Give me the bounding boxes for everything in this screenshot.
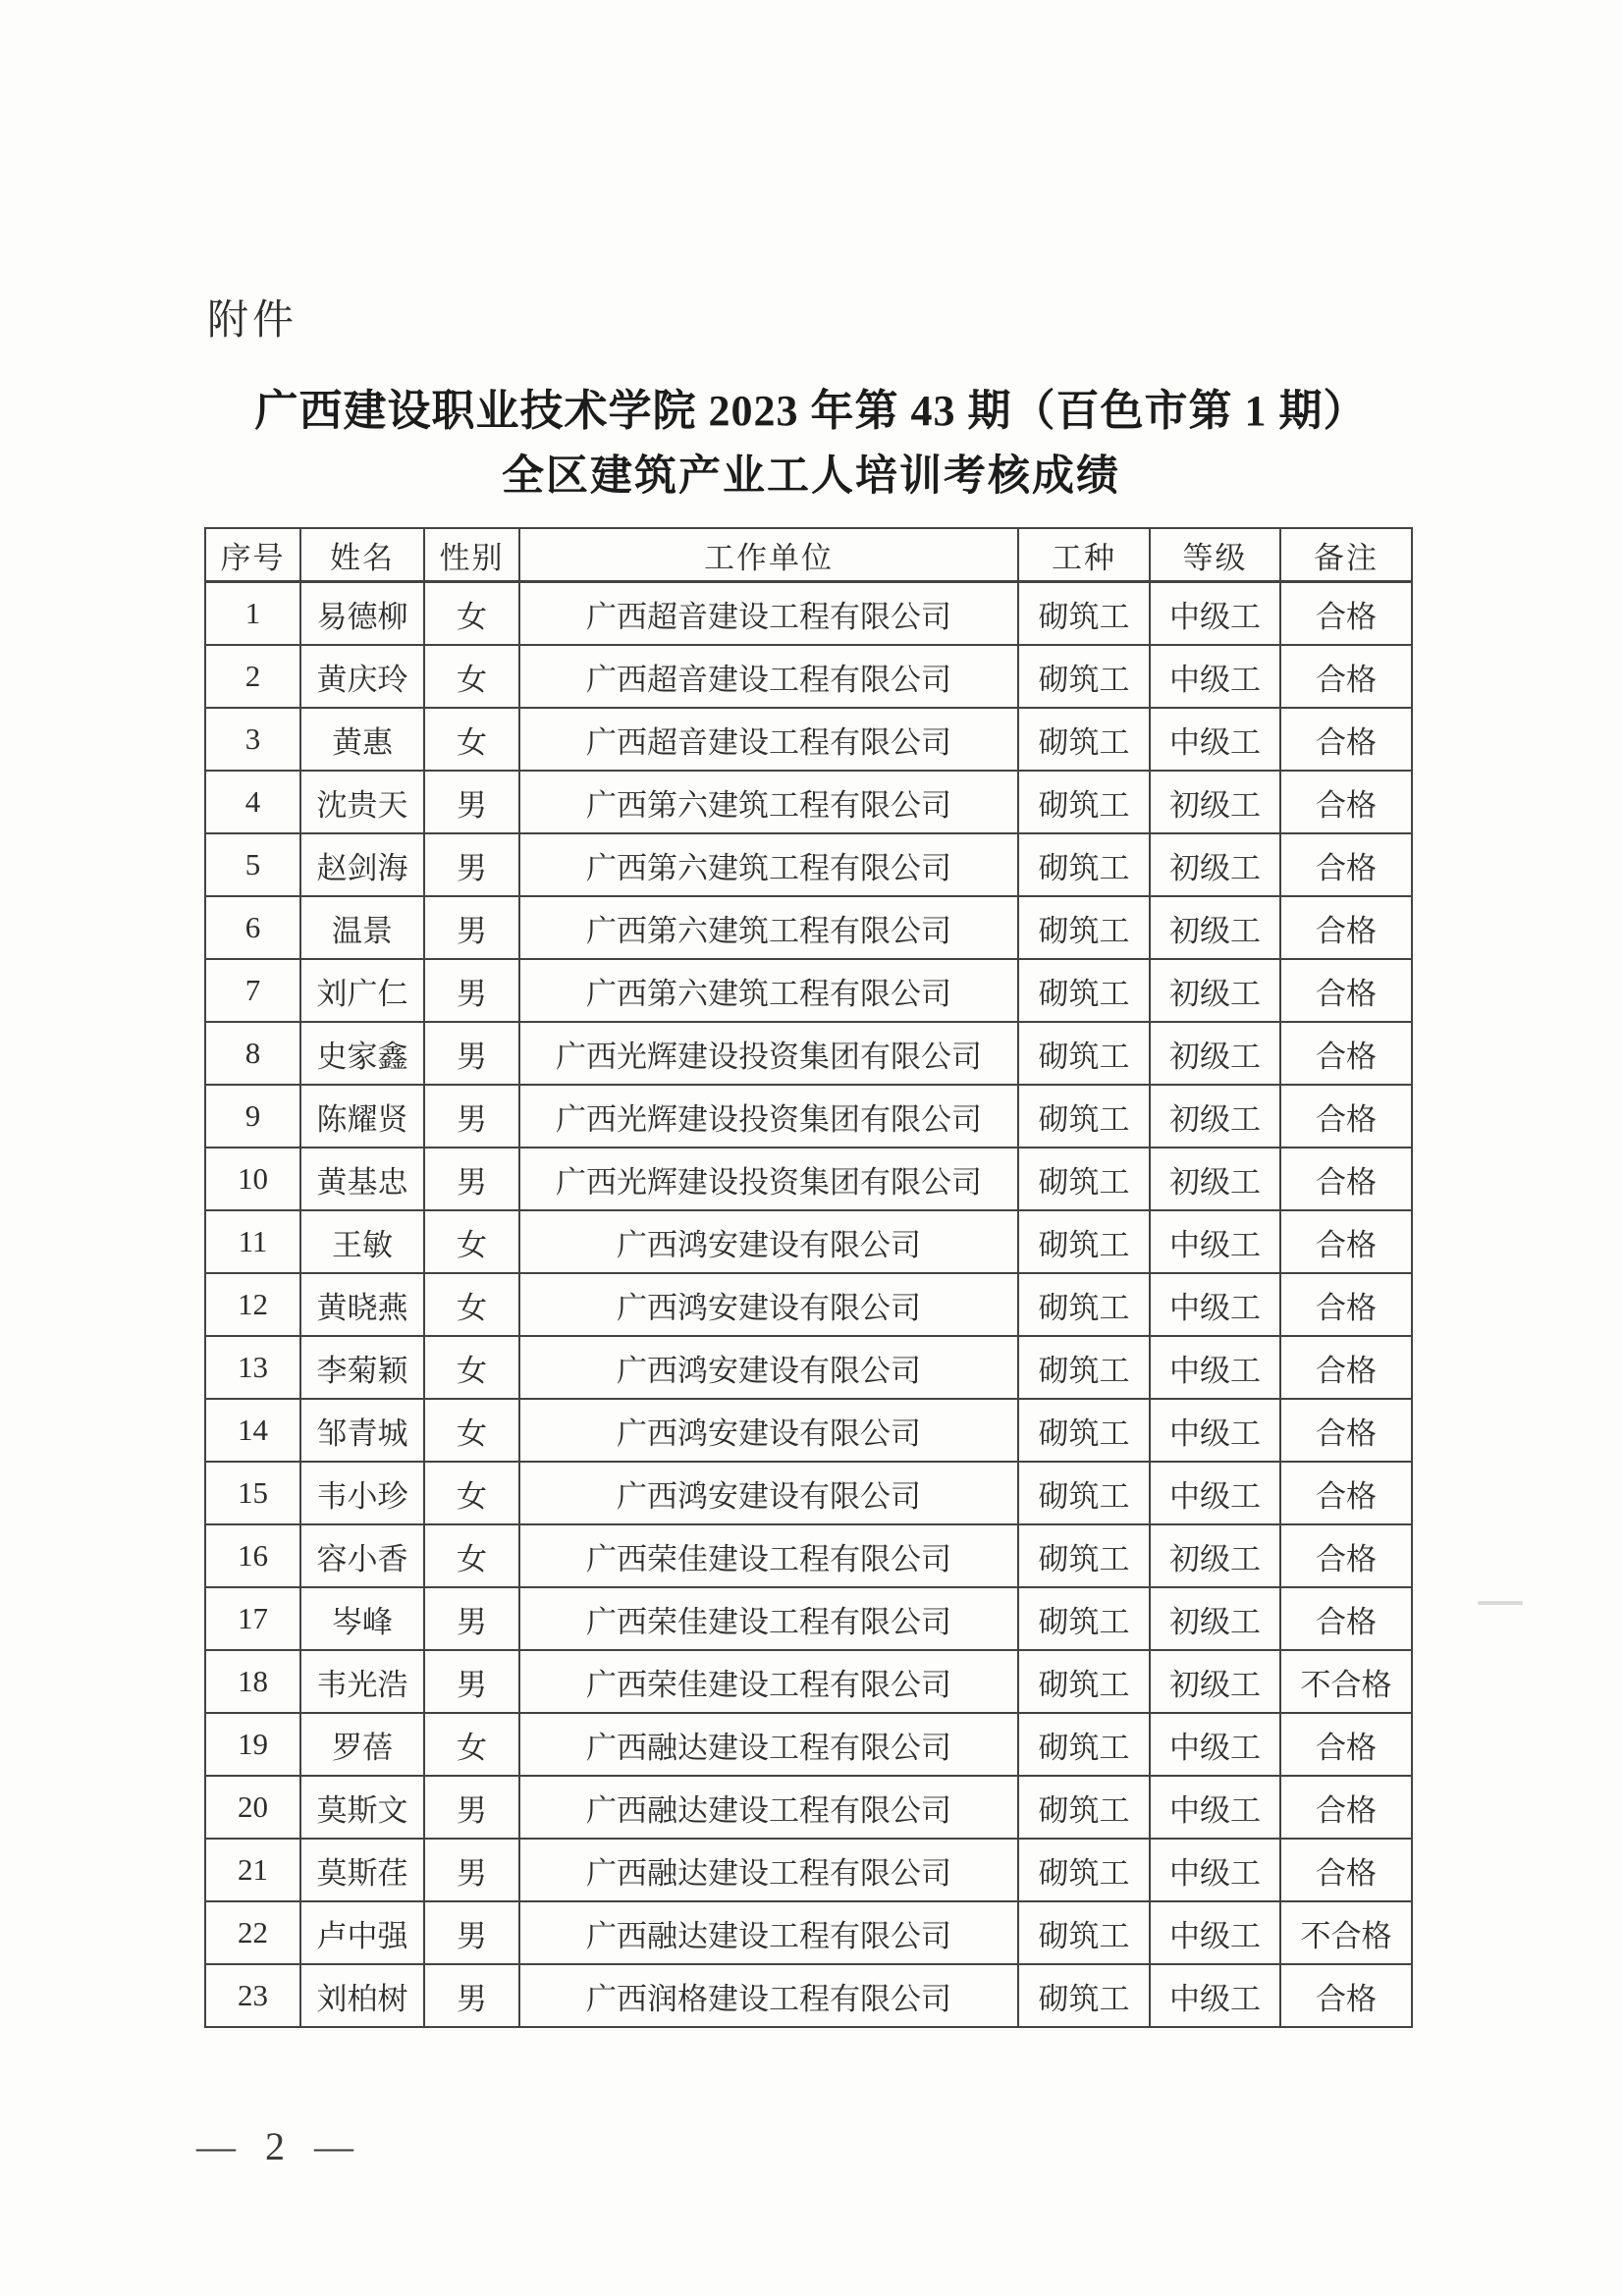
header-remark: 备注	[1280, 528, 1412, 582]
table-row	[205, 959, 1412, 1022]
grade-cell: 中级工	[1150, 1901, 1280, 1964]
serial-cell: 5	[205, 833, 300, 896]
name-cell: 罗蓓	[300, 1713, 424, 1776]
remark-cell: 合格	[1280, 1964, 1412, 2027]
table-row	[205, 645, 1412, 708]
table-row	[205, 1336, 1412, 1399]
company-cell: 广西鸿安建设有限公司	[519, 1336, 1018, 1399]
trade-cell: 砌筑工	[1018, 1462, 1150, 1524]
remark-cell: 合格	[1280, 708, 1412, 771]
remark-cell: 合格	[1280, 1022, 1412, 1085]
grade-cell: 中级工	[1150, 1776, 1280, 1839]
remark-cell: 合格	[1280, 1148, 1412, 1210]
serial-cell: 21	[205, 1839, 300, 1901]
remark-cell: 合格	[1280, 1273, 1412, 1336]
company-cell: 广西融达建设工程有限公司	[519, 1713, 1018, 1776]
gender-cell: 女	[424, 1462, 519, 1524]
title-line-2: 全区建筑产业工人培训考核成绩	[502, 454, 1120, 500]
trade-cell: 砌筑工	[1018, 645, 1150, 708]
grade-cell: 初级工	[1150, 959, 1280, 1022]
company-cell: 广西超音建设工程有限公司	[519, 708, 1018, 771]
trade-cell: 砌筑工	[1018, 1964, 1150, 2027]
trade-cell: 砌筑工	[1018, 896, 1150, 959]
company-cell: 广西第六建筑工程有限公司	[519, 771, 1018, 833]
company-cell: 广西鸿安建设有限公司	[519, 1399, 1018, 1462]
trade-cell: 砌筑工	[1018, 1085, 1150, 1148]
gender-cell: 男	[424, 1964, 519, 2027]
serial-cell: 8	[205, 1022, 300, 1085]
trade-cell: 砌筑工	[1018, 833, 1150, 896]
table-row	[205, 1022, 1412, 1085]
trade-cell: 砌筑工	[1018, 1524, 1150, 1587]
page-number: — 2 —	[196, 2124, 363, 2168]
company-cell: 广西润格建设工程有限公司	[519, 1964, 1018, 2027]
remark-cell: 不合格	[1280, 1650, 1412, 1713]
grade-cell: 中级工	[1150, 708, 1280, 771]
name-cell: 李菊颖	[300, 1336, 424, 1399]
table-row	[205, 1650, 1412, 1713]
attachment-label: 附件	[207, 298, 298, 344]
company-cell: 广西融达建设工程有限公司	[519, 1776, 1018, 1839]
table-row	[205, 1085, 1412, 1148]
gender-cell: 女	[424, 645, 519, 708]
name-cell: 莫斯荏	[300, 1839, 424, 1901]
serial-cell: 17	[205, 1587, 300, 1650]
gender-cell: 男	[424, 771, 519, 833]
company-cell: 广西荣佳建设工程有限公司	[519, 1524, 1018, 1587]
grade-cell: 初级工	[1150, 1650, 1280, 1713]
gender-cell: 男	[424, 1148, 519, 1210]
grade-cell: 初级工	[1150, 1524, 1280, 1587]
company-cell: 广西第六建筑工程有限公司	[519, 896, 1018, 959]
trade-cell: 砌筑工	[1018, 1650, 1150, 1713]
name-cell: 岑峰	[300, 1587, 424, 1650]
name-cell: 沈贵天	[300, 771, 424, 833]
trade-cell: 砌筑工	[1018, 582, 1150, 646]
gender-cell: 男	[424, 1022, 519, 1085]
gender-cell: 男	[424, 1085, 519, 1148]
company-cell: 广西荣佳建设工程有限公司	[519, 1650, 1018, 1713]
serial-cell: 18	[205, 1650, 300, 1713]
trade-cell: 砌筑工	[1018, 1273, 1150, 1336]
name-cell: 刘广仁	[300, 959, 424, 1022]
remark-cell: 合格	[1280, 1839, 1412, 1901]
header-serial: 序号	[205, 528, 300, 582]
name-cell: 黄惠	[300, 708, 424, 771]
table-row	[205, 1901, 1412, 1964]
company-cell: 广西荣佳建设工程有限公司	[519, 1587, 1018, 1650]
name-cell: 史家鑫	[300, 1022, 424, 1085]
gender-cell: 女	[424, 1524, 519, 1587]
serial-cell: 10	[205, 1148, 300, 1210]
name-cell: 容小香	[300, 1524, 424, 1587]
name-cell: 黄晓燕	[300, 1273, 424, 1336]
serial-cell: 23	[205, 1964, 300, 2027]
remark-cell: 合格	[1280, 1524, 1412, 1587]
trade-cell: 砌筑工	[1018, 1776, 1150, 1839]
serial-cell: 15	[205, 1462, 300, 1524]
trade-cell: 砌筑工	[1018, 1713, 1150, 1776]
grade-cell: 初级工	[1150, 1085, 1280, 1148]
company-cell: 广西超音建设工程有限公司	[519, 645, 1018, 708]
company-cell: 广西融达建设工程有限公司	[519, 1839, 1018, 1901]
remark-cell: 合格	[1280, 833, 1412, 896]
title-line-1: 广西建设职业技术学院 2023 年第 43 期（百色市第 1 期）	[254, 387, 1368, 435]
table-row	[205, 582, 1412, 646]
table-row	[205, 771, 1412, 833]
grade-cell: 中级工	[1150, 1210, 1280, 1273]
header-company: 工作单位	[519, 528, 1018, 582]
grade-cell: 中级工	[1150, 1336, 1280, 1399]
gender-cell: 女	[424, 1210, 519, 1273]
remark-cell: 合格	[1280, 1462, 1412, 1524]
grade-cell: 初级工	[1150, 1022, 1280, 1085]
grade-cell: 中级工	[1150, 1964, 1280, 2027]
gender-cell: 男	[424, 1587, 519, 1650]
remark-cell: 合格	[1280, 896, 1412, 959]
gender-cell: 男	[424, 1650, 519, 1713]
table-row	[205, 1462, 1412, 1524]
serial-cell: 14	[205, 1399, 300, 1462]
trade-cell: 砌筑工	[1018, 1022, 1150, 1085]
grade-cell: 中级工	[1150, 645, 1280, 708]
table-row	[205, 1713, 1412, 1776]
name-cell: 卢中强	[300, 1901, 424, 1964]
remark-cell: 合格	[1280, 1776, 1412, 1839]
grade-cell: 中级工	[1150, 1839, 1280, 1901]
serial-cell: 13	[205, 1336, 300, 1399]
remark-cell: 不合格	[1280, 1901, 1412, 1964]
gender-cell: 女	[424, 582, 519, 646]
remark-cell: 合格	[1280, 1399, 1412, 1462]
table-row	[205, 896, 1412, 959]
trade-cell: 砌筑工	[1018, 1210, 1150, 1273]
table-row	[205, 1587, 1412, 1650]
trade-cell: 砌筑工	[1018, 1148, 1150, 1210]
grade-cell: 初级工	[1150, 896, 1280, 959]
table-row	[205, 1399, 1412, 1462]
company-cell: 广西光辉建设投资集团有限公司	[519, 1022, 1018, 1085]
gender-cell: 女	[424, 1273, 519, 1336]
name-cell: 黄庆玲	[300, 645, 424, 708]
document-title	[0, 386, 1622, 502]
table-row	[205, 708, 1412, 771]
trade-cell: 砌筑工	[1018, 708, 1150, 771]
remark-cell: 合格	[1280, 1336, 1412, 1399]
remark-cell: 合格	[1280, 1713, 1412, 1776]
table-row	[205, 1273, 1412, 1336]
table-row	[205, 1964, 1412, 2027]
company-cell: 广西光辉建设投资集团有限公司	[519, 1085, 1018, 1148]
remark-cell: 合格	[1280, 1085, 1412, 1148]
serial-cell: 9	[205, 1085, 300, 1148]
company-cell: 广西融达建设工程有限公司	[519, 1901, 1018, 1964]
serial-cell: 20	[205, 1776, 300, 1839]
serial-cell: 19	[205, 1713, 300, 1776]
results-table	[204, 527, 1413, 2028]
serial-cell: 2	[205, 645, 300, 708]
gender-cell: 男	[424, 1901, 519, 1964]
serial-cell: 4	[205, 771, 300, 833]
gender-cell: 女	[424, 1336, 519, 1399]
name-cell: 温景	[300, 896, 424, 959]
table-row	[205, 1524, 1412, 1587]
header-trade: 工种	[1018, 528, 1150, 582]
gender-cell: 男	[424, 833, 519, 896]
gender-cell: 女	[424, 1713, 519, 1776]
serial-cell: 22	[205, 1901, 300, 1964]
serial-cell: 1	[205, 582, 300, 646]
name-cell: 邹青城	[300, 1399, 424, 1462]
remark-cell: 合格	[1280, 1587, 1412, 1650]
company-cell: 广西鸿安建设有限公司	[519, 1210, 1018, 1273]
grade-cell: 初级工	[1150, 771, 1280, 833]
gender-cell: 男	[424, 896, 519, 959]
name-cell: 韦光浩	[300, 1650, 424, 1713]
grade-cell: 初级工	[1150, 1148, 1280, 1210]
grade-cell: 中级工	[1150, 1273, 1280, 1336]
trade-cell: 砌筑工	[1018, 1839, 1150, 1901]
grade-cell: 中级工	[1150, 1713, 1280, 1776]
gender-cell: 男	[424, 959, 519, 1022]
name-cell: 莫斯文	[300, 1776, 424, 1839]
serial-cell: 16	[205, 1524, 300, 1587]
table-header-row	[205, 528, 1412, 582]
grade-cell: 中级工	[1150, 582, 1280, 646]
table-row	[205, 1148, 1412, 1210]
name-cell: 刘柏树	[300, 1964, 424, 2027]
remark-cell: 合格	[1280, 959, 1412, 1022]
trade-cell: 砌筑工	[1018, 1399, 1150, 1462]
company-cell: 广西第六建筑工程有限公司	[519, 959, 1018, 1022]
name-cell: 赵剑海	[300, 833, 424, 896]
remark-cell: 合格	[1280, 771, 1412, 833]
company-cell: 广西第六建筑工程有限公司	[519, 833, 1018, 896]
company-cell: 广西鸿安建设有限公司	[519, 1273, 1018, 1336]
trade-cell: 砌筑工	[1018, 959, 1150, 1022]
table-row	[205, 833, 1412, 896]
header-gender: 性别	[424, 528, 519, 582]
trade-cell: 砌筑工	[1018, 771, 1150, 833]
name-cell: 王敏	[300, 1210, 424, 1273]
serial-cell: 11	[205, 1210, 300, 1273]
grade-cell: 初级工	[1150, 1587, 1280, 1650]
serial-cell: 6	[205, 896, 300, 959]
grade-cell: 中级工	[1150, 1399, 1280, 1462]
name-cell: 黄基忠	[300, 1148, 424, 1210]
grade-cell: 初级工	[1150, 833, 1280, 896]
remark-cell: 合格	[1280, 582, 1412, 646]
serial-cell: 3	[205, 708, 300, 771]
name-cell: 陈耀贤	[300, 1085, 424, 1148]
company-cell: 广西鸿安建设有限公司	[519, 1462, 1018, 1524]
trade-cell: 砌筑工	[1018, 1901, 1150, 1964]
company-cell: 广西光辉建设投资集团有限公司	[519, 1148, 1018, 1210]
name-cell: 韦小珍	[300, 1462, 424, 1524]
grade-cell: 中级工	[1150, 1462, 1280, 1524]
company-cell: 广西超音建设工程有限公司	[519, 582, 1018, 646]
remark-cell: 合格	[1280, 1210, 1412, 1273]
table-row	[205, 1210, 1412, 1273]
scan-artifact-dash	[1478, 1601, 1523, 1605]
table-row	[205, 1839, 1412, 1901]
trade-cell: 砌筑工	[1018, 1587, 1150, 1650]
gender-cell: 女	[424, 1399, 519, 1462]
serial-cell: 7	[205, 959, 300, 1022]
serial-cell: 12	[205, 1273, 300, 1336]
table-row	[205, 1776, 1412, 1839]
trade-cell: 砌筑工	[1018, 1336, 1150, 1399]
name-cell: 易德柳	[300, 582, 424, 646]
gender-cell: 男	[424, 1839, 519, 1901]
header-grade: 等级	[1150, 528, 1280, 582]
header-name: 姓名	[300, 528, 424, 582]
gender-cell: 女	[424, 708, 519, 771]
remark-cell: 合格	[1280, 645, 1412, 708]
gender-cell: 男	[424, 1776, 519, 1839]
